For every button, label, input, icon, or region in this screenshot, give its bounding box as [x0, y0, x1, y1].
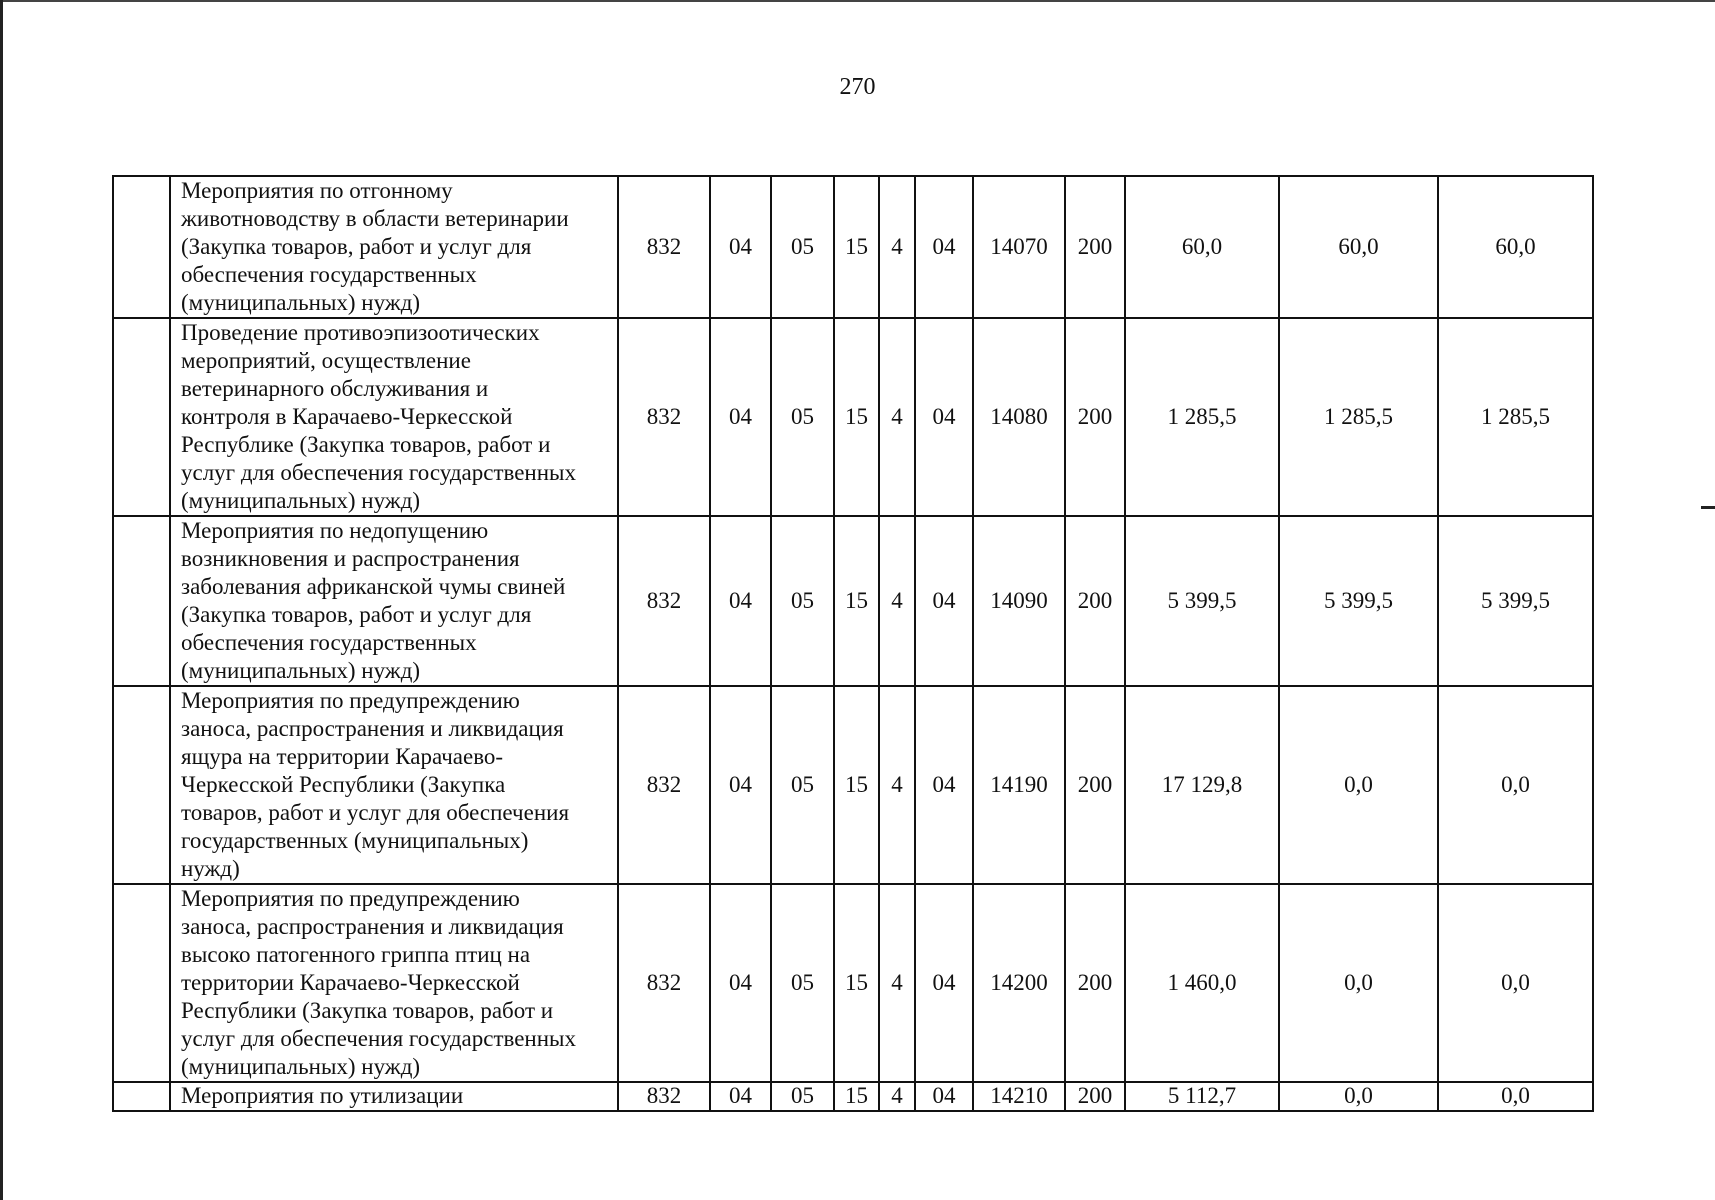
amount-year-2: 60,0 [1279, 176, 1438, 318]
table-row [113, 318, 1593, 516]
code-expense-type: 200 [1065, 176, 1125, 318]
code-subsection: 05 [771, 686, 834, 884]
code-program: 15 [834, 686, 879, 884]
code-subprogram: 4 [879, 686, 915, 884]
code-subsection: 05 [771, 884, 834, 1082]
page-number: 270 [839, 74, 876, 100]
code-subsection: 05 [771, 1082, 834, 1111]
code-program: 15 [834, 1082, 879, 1111]
row-description: Мероприятия по утилизации [170, 1082, 618, 1111]
amount-year-2: 0,0 [1279, 884, 1438, 1082]
code-section: 04 [710, 686, 771, 884]
amount-year-3: 0,0 [1438, 884, 1593, 1082]
row-description: Мероприятия по предупреждению заноса, распространения и ликвидация ящура на территории Карачаево- Черкесской Республики (Закупка товаров, работ и услуг для обеспечения государственных (муниципальных) нужд) [170, 686, 618, 884]
amount-year-1: 60,0 [1125, 176, 1279, 318]
code-program: 15 [834, 884, 879, 1082]
code-expense-type: 200 [1065, 1082, 1125, 1111]
code-subprogram: 4 [879, 516, 915, 686]
table-row [113, 686, 1593, 884]
amount-year-2: 0,0 [1279, 686, 1438, 884]
table-row [113, 176, 1593, 318]
code-main-activity: 04 [915, 884, 973, 1082]
code-section: 04 [710, 176, 771, 318]
row-description: Мероприятия по предупреждению заноса, распространения и ликвидация высоко патогенного гриппа птиц на территории Карачаево-Черкесской Республики (Закупка товаров, работ и услуг для обеспечения государственных (муниципальных) нужд) [170, 884, 618, 1082]
code-expense-type: 200 [1065, 516, 1125, 686]
code-admin: 832 [618, 1082, 710, 1111]
code-main-activity: 04 [915, 1082, 973, 1111]
code-expense-type: 200 [1065, 686, 1125, 884]
table-row [113, 884, 1593, 1082]
code-program: 15 [834, 516, 879, 686]
code-admin: 832 [618, 516, 710, 686]
table-row [113, 1082, 1593, 1111]
code-main-activity: 04 [915, 686, 973, 884]
code-direction: 14210 [973, 1082, 1065, 1111]
code-direction: 14080 [973, 318, 1065, 516]
code-direction: 14200 [973, 884, 1065, 1082]
row-description: Проведение противоэпизоотических мероприятий, осуществление ветеринарного обслуживания и контроля в Карачаево-Черкесской Республике (Закупка товаров, работ и услуг для обеспечения государственных (муниципальных) нужд) [170, 318, 618, 516]
amount-year-2: 5 399,5 [1279, 516, 1438, 686]
amount-year-1: 1 285,5 [1125, 318, 1279, 516]
code-main-activity: 04 [915, 516, 973, 686]
amount-year-1: 5 112,7 [1125, 1082, 1279, 1111]
code-subprogram: 4 [879, 1082, 915, 1111]
row-number-cell [113, 884, 170, 1082]
row-number-cell [113, 686, 170, 884]
code-direction: 14070 [973, 176, 1065, 318]
amount-year-3: 60,0 [1438, 176, 1593, 318]
page-edge-mark [1701, 506, 1715, 509]
amount-year-2: 1 285,5 [1279, 318, 1438, 516]
code-section: 04 [710, 516, 771, 686]
code-subsection: 05 [771, 176, 834, 318]
code-admin: 832 [618, 686, 710, 884]
amount-year-3: 0,0 [1438, 1082, 1593, 1111]
code-admin: 832 [618, 176, 710, 318]
amount-year-3: 1 285,5 [1438, 318, 1593, 516]
code-section: 04 [710, 318, 771, 516]
code-section: 04 [710, 1082, 771, 1111]
code-subsection: 05 [771, 516, 834, 686]
code-main-activity: 04 [915, 318, 973, 516]
code-main-activity: 04 [915, 176, 973, 318]
page-top-edge [0, 0, 1715, 2]
page-left-edge [0, 0, 3, 1200]
code-subprogram: 4 [879, 884, 915, 1082]
code-subsection: 05 [771, 318, 834, 516]
code-direction: 14190 [973, 686, 1065, 884]
budget-table [112, 175, 1594, 1112]
row-number-cell [113, 1082, 170, 1111]
row-number-cell [113, 516, 170, 686]
row-description: Мероприятия по недопущению возникновения и распространения заболевания африканской чумы свиней (Закупка товаров, работ и услуг для обеспечения государственных (муниципальных) нужд) [170, 516, 618, 686]
row-number-cell [113, 176, 170, 318]
code-program: 15 [834, 176, 879, 318]
row-description: Мероприятия по отгонному животноводству в области ветеринарии (Закупка товаров, работ и услуг для обеспечения государственных (муниципальных) нужд) [170, 176, 618, 318]
code-expense-type: 200 [1065, 884, 1125, 1082]
row-number-cell [113, 318, 170, 516]
code-program: 15 [834, 318, 879, 516]
code-subprogram: 4 [879, 176, 915, 318]
code-admin: 832 [618, 884, 710, 1082]
amount-year-2: 0,0 [1279, 1082, 1438, 1111]
code-expense-type: 200 [1065, 318, 1125, 516]
code-section: 04 [710, 884, 771, 1082]
code-admin: 832 [618, 318, 710, 516]
table-row [113, 516, 1593, 686]
amount-year-3: 0,0 [1438, 686, 1593, 884]
code-subprogram: 4 [879, 318, 915, 516]
amount-year-1: 5 399,5 [1125, 516, 1279, 686]
amount-year-1: 17 129,8 [1125, 686, 1279, 884]
amount-year-1: 1 460,0 [1125, 884, 1279, 1082]
code-direction: 14090 [973, 516, 1065, 686]
amount-year-3: 5 399,5 [1438, 516, 1593, 686]
